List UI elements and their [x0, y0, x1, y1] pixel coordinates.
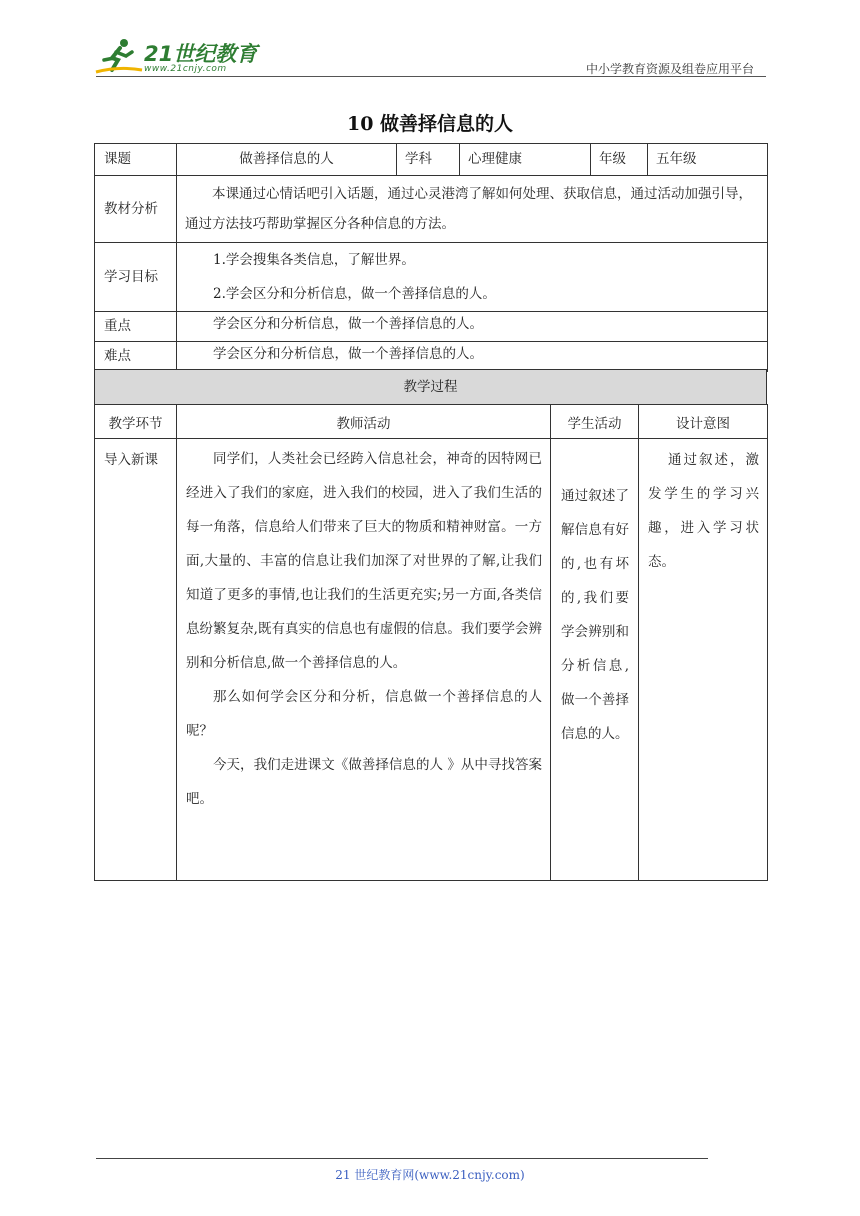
- footer-text: 21 世纪教育网(www.21cnjy.com): [335, 1168, 525, 1182]
- topic-value: 做善择信息的人: [177, 144, 397, 176]
- lesson-info-table: [94, 143, 768, 372]
- subject-value: 心理健康: [460, 144, 591, 176]
- goal-item: 1.学会搜集各类信息，了解世界。: [213, 252, 415, 268]
- difficulty-text: 学会区分和分析信息，做一个善择信息的人。: [177, 342, 768, 372]
- teacher-paragraph: 今天，我们走进课文《做善择信息的人 》从中寻找答案吧。: [186, 757, 542, 807]
- goal-item: 2.学会区分和分析信息，做一个善择信息的人。: [213, 286, 496, 302]
- grade-label: 年级: [591, 144, 648, 176]
- difficulty-label: 难点: [95, 342, 177, 372]
- stage-name: 导入新课: [95, 439, 177, 881]
- teacher-paragraph: 那么如何学会区分和分析，信息做一个善择信息的人呢？: [186, 689, 542, 739]
- logo-url: www.21cnjy.com: [144, 64, 227, 74]
- grade-value: 五年级: [648, 144, 768, 176]
- page-header: [94, 30, 766, 78]
- key-point-label: 重点: [95, 312, 177, 342]
- column-header-stage: 教学环节: [95, 405, 177, 439]
- design-intent: 通过叙述，激发学生的学习兴趣，进入学习状态。: [639, 439, 768, 881]
- column-header-intent: 设计意图: [639, 405, 768, 439]
- subject-label: 学科: [397, 144, 460, 176]
- analysis-label: 教材分析: [95, 176, 177, 243]
- column-header-student: 学生活动: [551, 405, 639, 439]
- teacher-activity: [177, 439, 551, 881]
- goals-label: 学习目标: [95, 243, 177, 312]
- key-point-text: 学会区分和分析信息，做一个善择信息的人。: [177, 312, 768, 342]
- process-table: [94, 404, 768, 881]
- column-header-teacher: 教师活动: [177, 405, 551, 439]
- process-heading: 教学过程: [94, 369, 767, 405]
- topic-label: 课题: [95, 144, 177, 176]
- student-activity: 通过叙述了解信息有好的,也有坏的,我们要学会辨别和分析信息,做一个善择信息的人。: [551, 439, 639, 881]
- logo: [94, 36, 264, 76]
- logo-text: 21世纪教育: [144, 42, 258, 66]
- header-divider: [96, 76, 766, 77]
- goals-list: [177, 243, 768, 312]
- footer-divider: [96, 1158, 708, 1159]
- platform-name: 中小学教育资源及组卷应用平台: [585, 62, 754, 76]
- document-title: 10 做善择信息的人: [346, 113, 514, 135]
- teacher-paragraph: 同学们，人类社会已经跨入信息社会，神奇的因特网已经进入了我们的家庭，进入我们的校园，进入了我们生活的每一角落，信息给人们带来了巨大的物质和精神财富。一方面,大量的、丰富的信息让我们加深了对世界的了解,让我们知道了更多的事情,也让我们的生活更充实;另一方面,各类信息纷繁复杂,既有真实的信息也有虚假的信息。我们要学会辨别和分析信息,做一个善择信息的人。: [186, 451, 542, 671]
- analysis-text: 本课通过心情话吧引入话题，通过心灵港湾了解如何处理、获取信息，通过活动加强引导，通过方法技巧帮助掌握区分各种信息的方法。: [177, 176, 768, 243]
- runner-logo-icon: [94, 36, 144, 76]
